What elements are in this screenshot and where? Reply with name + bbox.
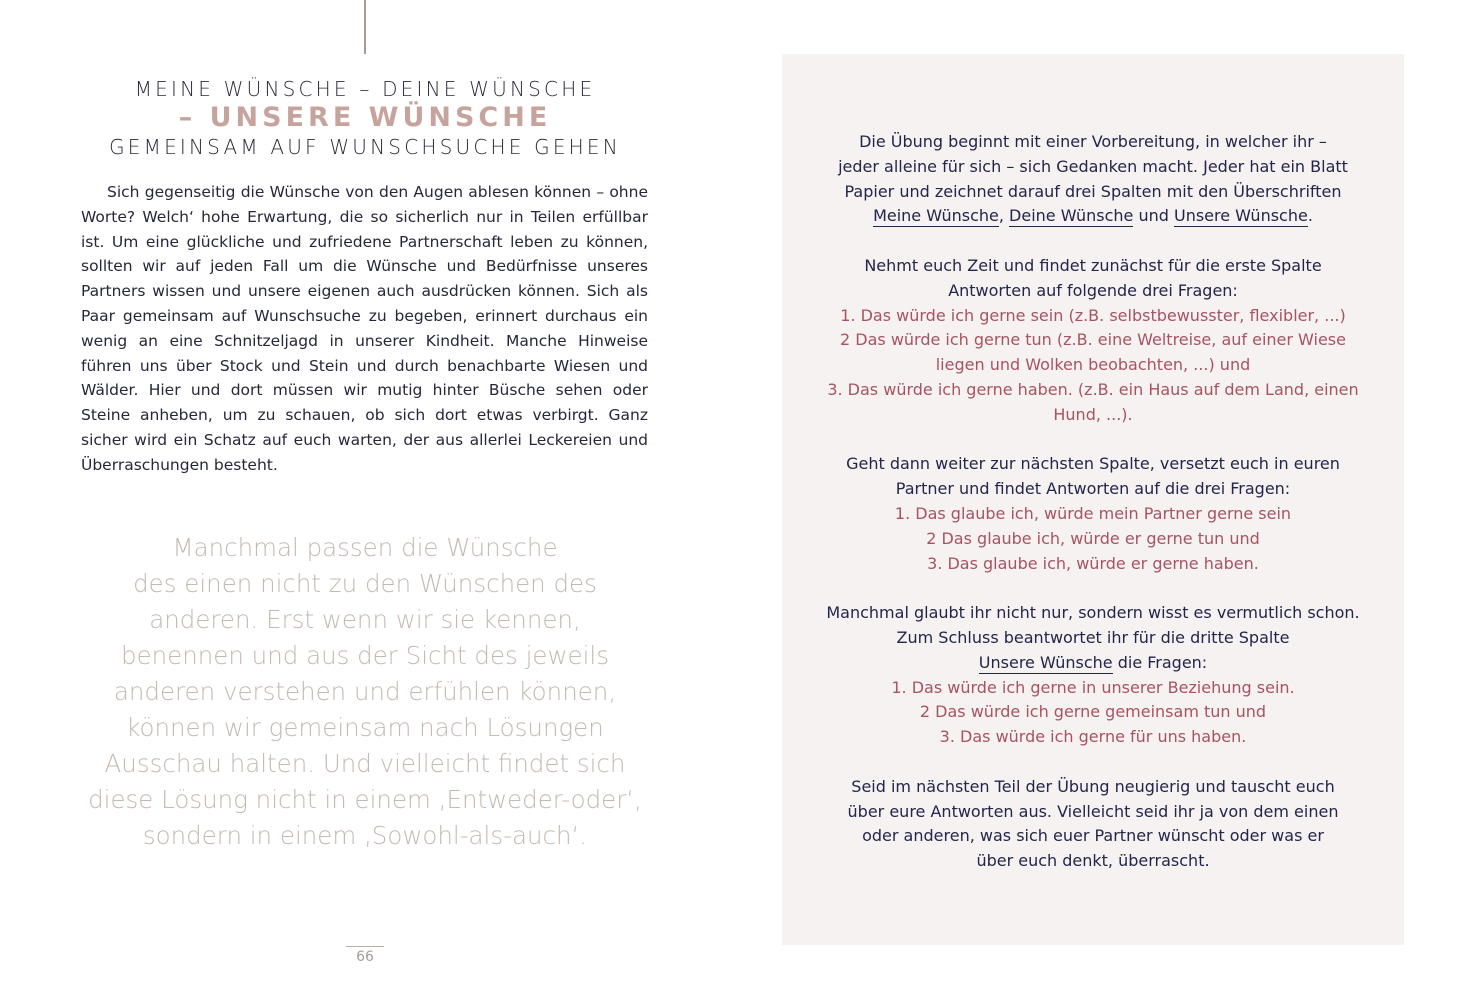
question-item: 1. Das würde ich gerne sein (z.B. selbstbewusster, flexibler, ...)	[840, 305, 1346, 325]
title-line-2-highlight: – UNSERE WÜNSCHE	[178, 102, 552, 133]
question-item: 2 Das würde ich gerne tun (z.B. eine Weltreise, auf einer Wiese	[840, 330, 1346, 350]
text-line: oder anderen, was sich euer Partner wünscht oder was er	[862, 826, 1324, 846]
question-item: 1. Das glaube ich, würde mein Partner gerne sein	[894, 503, 1292, 523]
text-line	[782, 651, 1404, 676]
title-line-1: MEINE WÜNSCHE – DEINE WÜNSCHE	[134, 77, 596, 101]
exercise-instructions	[782, 130, 1404, 874]
quote-line: benennen und aus der Sicht des jeweils	[121, 641, 609, 670]
separator: ,	[998, 206, 1010, 226]
text-line: über eure Antworten aus. Vielleicht seid ihr ja von dem einen	[847, 801, 1339, 821]
text-line: Zum Schluss beantwortet ihr für die dritte Spalte	[896, 627, 1290, 647]
instruction-paragraph-3	[782, 452, 1404, 576]
text-fragment: die Fragen:	[1112, 652, 1208, 672]
text-line: Die Übung beginnt mit einer Vorbereitung, in welcher ihr –	[859, 132, 1327, 151]
separator: und	[1133, 206, 1174, 226]
question-item: 1. Das würde ich gerne in unserer Beziehung sein.	[891, 677, 1295, 697]
exercise-box	[782, 54, 1404, 945]
column-headings-line	[782, 204, 1404, 229]
quote-line: Ausschau halten. Und vielleicht findet sich	[104, 749, 626, 778]
instruction-paragraph-4	[782, 601, 1404, 750]
question-item: 3. Das würde ich gerne haben. (z.B. ein Haus auf dem Land, einen	[827, 379, 1359, 399]
page-number: 66	[356, 949, 374, 965]
text-line: Antworten auf folgende drei Fragen:	[948, 280, 1238, 300]
text-line: über euch denkt, überrascht.	[976, 851, 1210, 871]
quote-line: anderen. Erst wenn wir sie kennen,	[149, 605, 581, 634]
text-line: Papier und zeichnet darauf drei Spalten mit den Überschriften	[844, 181, 1342, 201]
quote-line: diese Lösung nicht in einem ‚Entweder-oder‘,	[88, 785, 642, 814]
question-item: liegen und Wolken beobachten, ...) und	[935, 355, 1251, 375]
pull-quote	[80, 530, 650, 854]
instruction-paragraph-5	[782, 775, 1404, 874]
heading-unsere-wuensche: Unsere Wünsche	[1173, 206, 1308, 226]
quote-line: des einen nicht zu den Wünschen des	[133, 569, 597, 598]
text-line: Seid im nächsten Teil der Übung neugierig und tauscht euch	[851, 776, 1335, 796]
heading-deine-wuensche: Deine Wünsche	[1009, 206, 1134, 226]
quote-line: anderen verstehen und erfühlen können,	[113, 677, 617, 706]
text-line: Geht dann weiter zur nächsten Spalte, versetzt euch in euren	[846, 454, 1340, 474]
period: .	[1307, 206, 1313, 226]
text-line: Partner und findet Antworten auf die drei Fragen:	[895, 479, 1291, 499]
heading-meine-wuensche: Meine Wünsche	[873, 206, 999, 226]
subtitle: GEMEINSAM AUF WUNSCHSUCHE GEHEN	[109, 135, 621, 159]
body-paragraph: Sich gegenseitig die Wünsche von den Augen ablesen können – ohne Worte? Welch‘ hohe Erwartung, die so sicherlich nur in Teilen erfüllbar ist. Um eine glückliche und zufriedene Partnerschaft leben zu können, sollten wir auf jeden Fall um die Wünsche und Bedürfnisse unseres Partners wissen und unsere eigenen auch ausdrücken können. Sich als Paar gemeinsam auf Wunschsuche zu begeben, erinnert durchaus ein wenig an eine Schnitzeljagd in unserer Kindheit. Manche Hinweise führen uns über Stock und Stein und durch benachbarte Wiesen und Wälder. Hier und dort müssen wir mutig hinter Büsche sehen oder Steine anheben, um zu schauen, ob sich dort etwas verbirgt. Ganz sicher wird ein Schatz auf euch warten, der aus allerlei Leckereien und Überraschungen besteht.	[81, 183, 648, 474]
heading-unsere-wuensche-ref: Unsere Wünsche	[978, 652, 1113, 672]
quote-line: können wir gemeinsam nach Lösungen	[126, 713, 604, 742]
question-item: 3. Das glaube ich, würde er gerne haben.	[927, 553, 1259, 573]
instruction-paragraph-2	[782, 254, 1404, 428]
question-item: Hund, ...).	[1053, 404, 1133, 424]
quote-line: sondern in einem ‚Sowohl-als-auch‘.	[142, 821, 588, 850]
question-item: 2 Das glaube ich, würde er gerne tun und	[926, 528, 1260, 548]
text-line: jeder alleine für sich – sich Gedanken macht. Jeder hat ein Blatt	[838, 156, 1348, 176]
question-item: 2 Das würde ich gerne gemeinsam tun und	[919, 702, 1267, 722]
page-number-rule	[346, 946, 384, 947]
text-line: Manchmal glaubt ihr nicht nur, sondern wisst es vermutlich schon.	[826, 603, 1360, 623]
text-line: Nehmt euch Zeit und findet zunächst für die erste Spalte	[864, 255, 1322, 275]
chapter-title	[80, 76, 650, 160]
instruction-paragraph-1	[782, 130, 1404, 229]
quote-line: Manchmal passen die Wünsche	[172, 533, 558, 562]
question-item: 3. Das würde ich gerne für uns haben.	[939, 727, 1247, 747]
